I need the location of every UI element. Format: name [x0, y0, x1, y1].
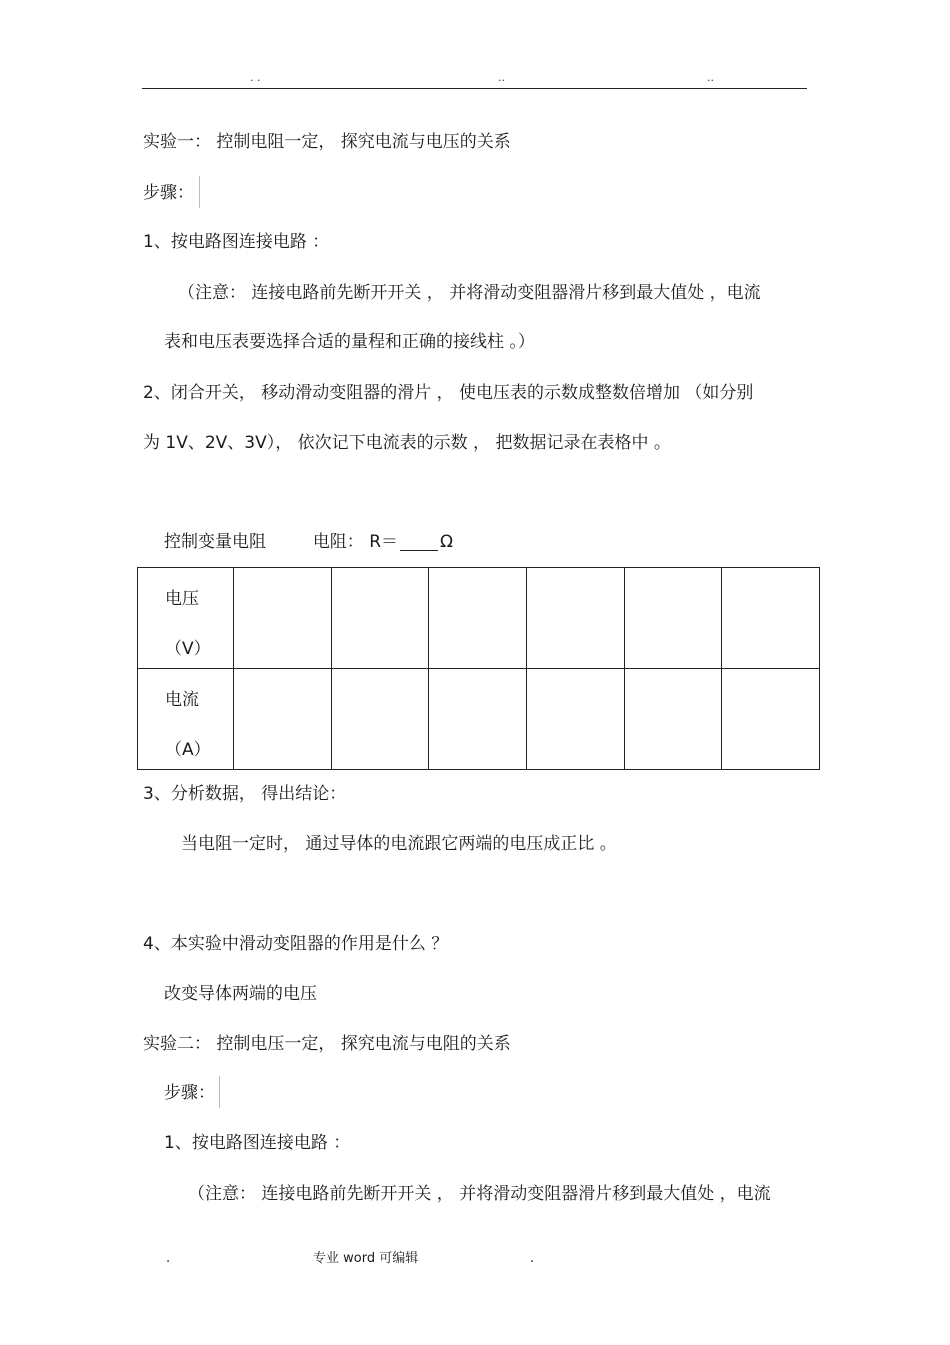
exp1-step1: 1、按电路图连接电路 ： — [143, 232, 330, 252]
header-dots-middle: .. — [498, 71, 505, 84]
table-cell — [624, 669, 722, 770]
table-cell — [429, 669, 527, 770]
resistance-blank — [400, 534, 438, 551]
table-cell — [331, 669, 429, 770]
exp1-steps-label: 步骤： — [143, 183, 194, 203]
exp1-note-line1: （注意： 连接电路前先断开开关 ， 并将滑动变阻器滑片移到最大值处 ，电流 — [178, 283, 761, 303]
text-cursor-mark — [199, 176, 200, 208]
current-header-cell — [138, 669, 234, 770]
table-cell — [331, 568, 429, 669]
table-row-current — [138, 669, 820, 770]
footer-dot-left: . — [166, 1251, 171, 1266]
table-cell — [722, 568, 820, 669]
footer-dot-right: . — [530, 1251, 535, 1266]
exp1-conclusion: 当电阻一定时， 通过导体的电流跟它两端的电压成正比 。 — [181, 834, 617, 854]
text-cursor-mark — [219, 1076, 220, 1108]
resistance-label: 电阻： R＝ — [312, 532, 399, 552]
voltage-unit: （V） — [165, 639, 211, 659]
table-cell — [234, 669, 332, 770]
footer-text: 专业 word 可编辑 — [313, 1251, 419, 1266]
exp1-answer4: 改变导体两端的电压 — [164, 984, 317, 1004]
resistance-unit: Ω — [440, 532, 454, 552]
table-cell — [429, 568, 527, 669]
exp1-step2-line1: 2、闭合开关， 移动滑动变阻器的滑片 ， 使电压表的示数成整数倍增加 （如分别 — [143, 383, 754, 403]
exp2-step1: 1、按电路图连接电路 ： — [164, 1133, 351, 1153]
voltage-header-cell — [138, 568, 234, 669]
table-cell — [722, 669, 820, 770]
table-cell — [234, 568, 332, 669]
exp1-title: 实验一： 控制电阻一定， 探究电流与电压的关系 — [143, 132, 511, 152]
table-cell — [526, 669, 624, 770]
exp1-step4: 4、本实验中滑动变阻器的作用是什么 ？ — [143, 934, 449, 954]
exp2-note-line1: （注意： 连接电路前先断开开关 ， 并将滑动变阻器滑片移到最大值处 ，电流 — [188, 1184, 771, 1204]
header-dots-right: .. — [707, 71, 714, 84]
table-cell — [526, 568, 624, 669]
current-label: 电流 — [165, 690, 199, 710]
exp1-step3: 3、分析数据， 得出结论： — [143, 784, 347, 804]
current-unit: （A） — [165, 740, 211, 760]
exp2-steps-label: 步骤： — [164, 1083, 215, 1103]
exp1-step2-line2: 为 1V、2V、3V）， 依次记下电流表的示数 ， 把数据记录在表格中 。 — [143, 433, 671, 453]
control-variable-label: 控制变量电阻 — [164, 532, 266, 552]
header-rule — [142, 88, 807, 89]
table-row-voltage — [138, 568, 820, 669]
data-table — [137, 567, 820, 770]
voltage-label: 电压 — [165, 589, 199, 609]
control-variable-line — [164, 534, 453, 551]
table-cell — [624, 568, 722, 669]
exp1-note-line2: 表和电压表要选择合适的量程和正确的接线柱 。） — [164, 332, 535, 352]
exp2-title: 实验二： 控制电压一定， 探究电流与电阻的关系 — [143, 1034, 511, 1054]
header-dots-left: . . — [250, 71, 261, 84]
